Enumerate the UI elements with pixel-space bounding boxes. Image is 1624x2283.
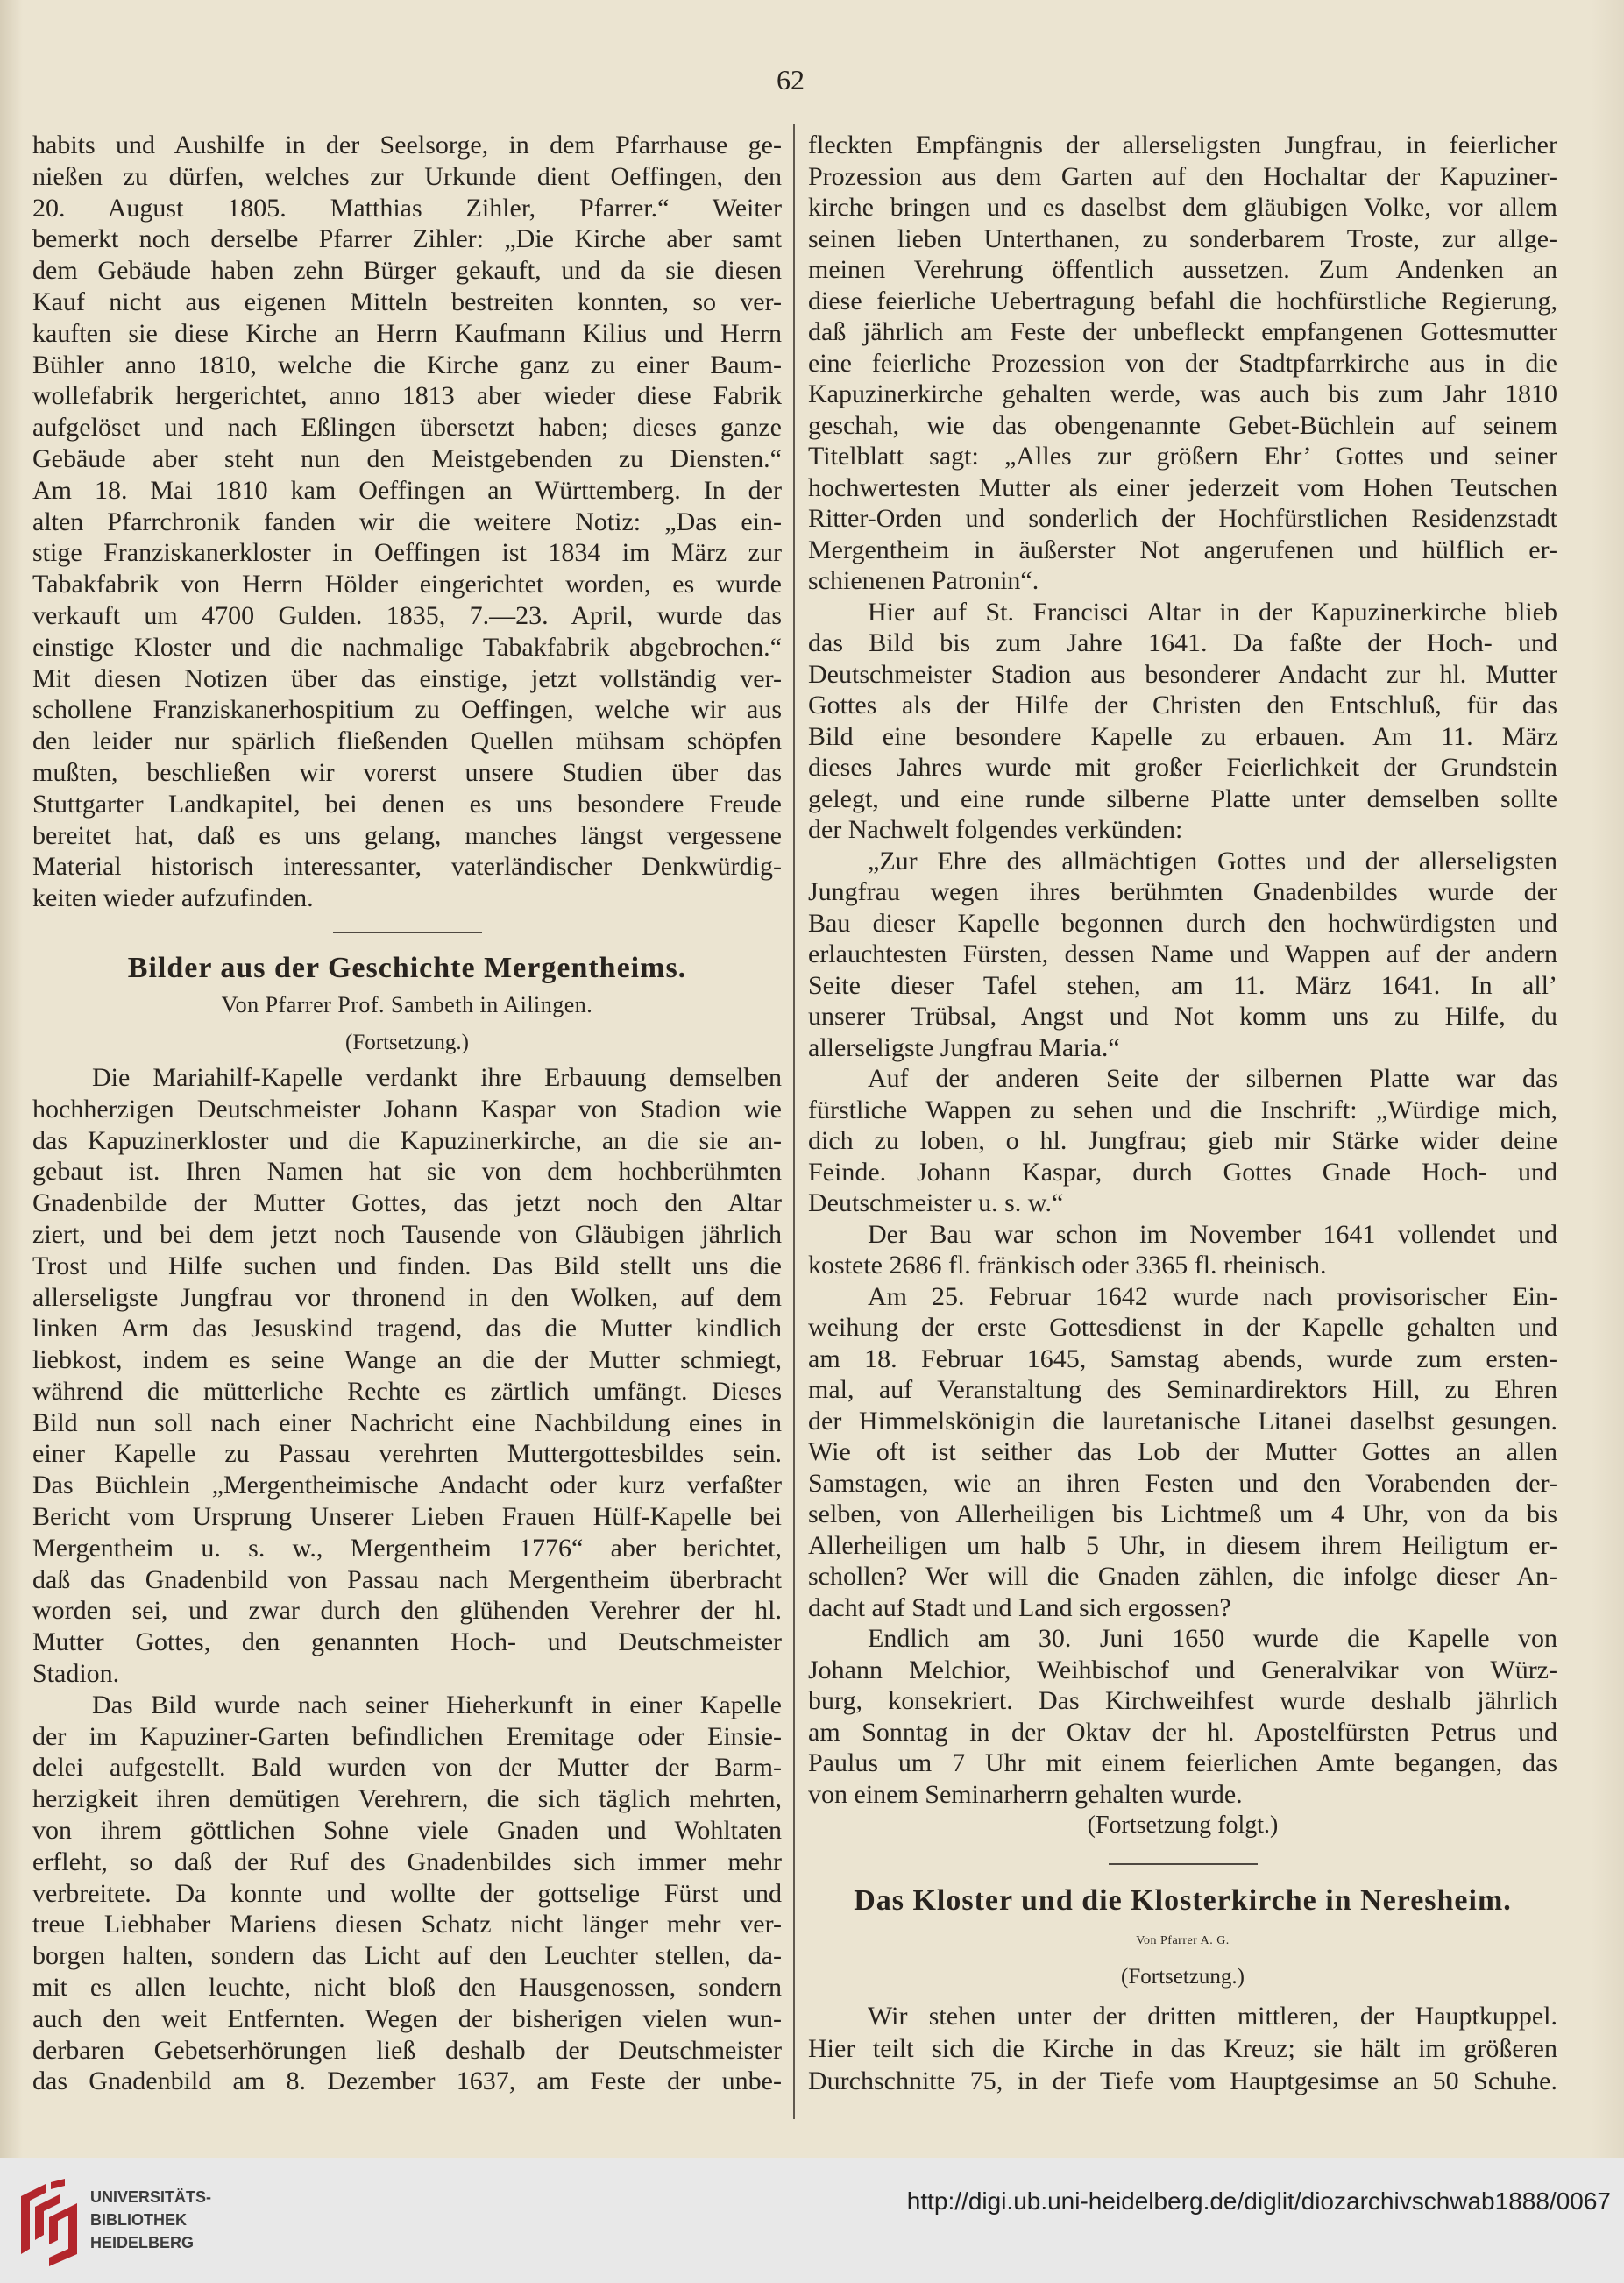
text-line: kirche bringen und es daselbst dem gläubigen Volke, vor allem — [808, 193, 1557, 222]
text-line: gebaut ist. Ihren Namen hat sie von dem hochberühmten — [32, 1157, 782, 1187]
library-name-line: HEIDELBERG — [90, 2234, 195, 2251]
text-line: Prozession aus dem Garten auf den Hochaltar der Kapuziner- — [808, 161, 1557, 191]
text-line: treue Liebhaber Mariens diesen Schatz nicht länger mehr ver- — [32, 1910, 782, 1939]
article-body — [808, 2000, 1557, 2097]
text-line: Mit diesen Notizen über das einstige, jetzt vollständig ver- — [32, 663, 782, 693]
text-line: Kapuzinerkirche gehalten werde, was auch bis zum Jahr 1810 — [808, 379, 1557, 408]
text-line: das Bild bis zum Jahre 1641. Da faßte der Hoch- und — [808, 628, 1557, 657]
text-line: worden sei, und zwar durch den glühenden Verehrer der hl. — [32, 1596, 782, 1626]
text-line: Durchschnitte 75, in der Tiefe vom Hauptgesimse an 50 Schuhe. — [808, 2066, 1557, 2095]
text-line: stige Franziskanerkloster in Oeffingen ist 1834 im März zur — [32, 538, 782, 568]
text-line: dacht auf Stadt und Land sich ergossen? — [808, 1592, 1231, 1622]
text-line: Paulus um 7 Uhr mit einem feierlichen Amte begangen, das — [808, 1748, 1557, 1777]
text-line: der Himmelskönigin die lauretanische Litanei daselbst gesungen. — [808, 1406, 1557, 1436]
text-line: Mergentheim in äußerster Not angerufenen und hülflich er- — [808, 535, 1557, 564]
text-line: der Nachwelt folgendes verkünden: — [808, 815, 1183, 844]
text-line: nießen zu dürfen, welches zur Urkunde dient Oeffingen, den — [32, 161, 782, 191]
paragraph — [32, 1690, 782, 2097]
column-divider — [793, 124, 795, 2119]
text-line: Am 25. Februar 1642 wurde nach provisorischer Ein- — [868, 1281, 1557, 1311]
library-name-line: BIBLIOTHEK — [90, 2211, 187, 2229]
continued-text — [32, 130, 782, 914]
text-line: am Sonntag in der Oktav der hl. Apostelfürsten Petrus und — [808, 1717, 1557, 1747]
text-line: Das Büchlein „Mergentheimische Andacht oder kurz verfaßter — [32, 1471, 782, 1500]
text-line: aufgelöset und nach Eßlingen übersetzt haben; dieses ganze — [32, 413, 782, 443]
permalink-url: http://digi.ub.uni-heidelberg.de/diglit/diozarchivschwab1888/0067 — [906, 2187, 1611, 2215]
article-body — [32, 1062, 782, 2097]
text-line: kauften sie diese Kirche an Herrn Kaufmann Kilius und Herrn — [32, 318, 782, 348]
text-line: schollen? Wer will die Gnaden zählen, die infolge dieser An- — [808, 1562, 1557, 1591]
paragraph — [808, 130, 1557, 597]
text-line: Bild eine besondere Kapelle zu erbauen. Am 11. März — [808, 721, 1557, 751]
text-line: das Kapuzinerkloster und die Kapuzinerkirche, an die sie an- — [32, 1125, 782, 1155]
text-line: mit es allen leuchte, nicht bloß den Hausgenossen, sondern — [32, 1973, 782, 2003]
text-line: Hier teilt sich die Kirche in das Kreuz; sie hält im größeren — [808, 2033, 1557, 2063]
text-line: von ihrem göttlichen Sohne viele Gnaden und Wohltaten — [32, 1816, 782, 1846]
text-line: schienenen Patronin“. — [808, 566, 1039, 595]
continuation-note: (Fortsetzung.) — [1121, 1964, 1245, 1989]
text-line: Mutter Gottes, den genannten Hoch- und Deutschmeister — [32, 1627, 782, 1657]
text-line: mal, auf Veranstaltung des Seminardirektors Hill, zu Ehren — [808, 1375, 1557, 1404]
text-line: Stadion. — [32, 1659, 120, 1689]
article-title: Bilder aus der Geschichte Mergentheims. — [127, 951, 687, 984]
text-line: das Gnadenbild am 8. Dezember 1637, am Feste der unbe- — [32, 2067, 782, 2096]
text-line: borgen halten, sondern das Licht auf den Leuchter stellen, da- — [32, 1941, 782, 1971]
text-line: 20. August 1805. Matthias Zihler, Pfarrer.“ Weiter — [32, 193, 782, 223]
text-line: keiten wieder aufzufinden. — [32, 883, 314, 913]
text-line: Jungfrau wegen ihres berühmten Gnadenbildes wurde der — [808, 877, 1557, 906]
text-line: Das Bild wurde nach seiner Hieherkunft in einer Kapelle — [92, 1690, 782, 1719]
page-number: 62 — [777, 64, 805, 96]
continuation-note: (Fortsetzung.) — [345, 1030, 469, 1054]
text-line: fleckten Empfängnis der allerseligsten Jungfrau, in feierlicher — [808, 131, 1557, 160]
paragraph — [808, 1281, 1557, 1624]
text-line: bemerkt noch derselbe Pfarrer Zihler: „Die Kirche aber samt — [32, 224, 782, 254]
paragraph — [808, 1219, 1557, 1281]
text-line: den leider nur spärlich fließenden Quellen mühsam schöpfen — [32, 727, 782, 756]
library-name-line: UNIVERSITÄTS- — [90, 2188, 212, 2206]
text-line: dich zu loben, o hl. Jungfrau; gieb mir Stärke wider deine — [808, 1126, 1557, 1155]
text-line: Titelblatt sagt: „Alles zur größern Ehr’ Gottes und seiner — [808, 442, 1557, 471]
library-name — [90, 2186, 211, 2254]
text-line: Bild nun soll nach einer Nachricht eine Nachbildung eines in — [32, 1407, 782, 1437]
text-line: Gnadenbilde der Mutter Gottes, das jetzt noch den Altar — [32, 1188, 782, 1218]
text-line: Wie oft ist seither das Lob der Mutter Gottes an allen — [808, 1437, 1557, 1466]
text-line: Seite dieser Tafel stehen, am 11. März 1641. In all’ — [808, 970, 1557, 1000]
text-line: daß das Gnadenbild von Passau nach Mergentheim überbracht — [32, 1564, 782, 1594]
paragraph — [808, 1063, 1557, 1219]
text-line: hochherzigen Deutschmeister Johann Kaspar von Stadion wie — [32, 1094, 782, 1124]
text-line: Bau dieser Kapelle begonnen durch den hochwürdigsten und — [808, 908, 1557, 938]
section-separator — [333, 932, 482, 933]
paragraph — [808, 597, 1557, 846]
text-line: alten Pfarrchronik fanden wir die weitere Notiz: „Das ein- — [32, 507, 782, 536]
text-line: Mergentheim u. s. w., Mergentheim 1776“ aber berichtet, — [32, 1533, 782, 1563]
article-mergentheim — [32, 949, 782, 2097]
right-column — [808, 130, 1557, 2097]
text-line: Bericht vom Ursprung Unserer Lieben Frauen Hülf-Kapelle bei — [32, 1502, 782, 1532]
text-line: erlauchtesten Fürsten, dessen Name und Wappen auf der andern — [808, 939, 1557, 968]
text-line: dieses Jahres wurde mit großer Feierlichkeit der Grundstein — [808, 753, 1557, 782]
text-line: habits und Aushilfe in der Seelsorge, in dem Pfarrhause ge- — [32, 131, 782, 160]
text-line: Kauf nicht aus eigenen Mitteln bestreiten konnten, so ver- — [32, 287, 782, 316]
text-line: allerseligste Jungfrau Maria.“ — [808, 1032, 1120, 1062]
text-line: meinen Verehrung öffentlich aussetzen. Zum Andenken an — [808, 255, 1557, 284]
text-line: einstige Kloster und die nachmalige Tabakfabrik abgebrochen.“ — [32, 632, 782, 662]
paragraph — [808, 2000, 1557, 2097]
paragraph — [32, 1062, 782, 1690]
text-line: Der Bau war schon im November 1641 vollendet und — [868, 1219, 1557, 1249]
text-line: gelegt, und eine runde silberne Platte unter demselben sollte — [808, 783, 1557, 813]
text-line: allerseligste Jungfrau vor thronend in den Wolken, auf dem — [32, 1282, 782, 1312]
article-byline: Von Pfarrer Prof. Sambeth in Ailingen. — [221, 991, 593, 1017]
text-line: „Zur Ehre des allmächtigen Gottes und der allerseligsten — [868, 846, 1557, 876]
text-line: Feinde. Johann Kaspar, durch Gottes Gnade Hoch- und — [808, 1157, 1557, 1187]
text-line: daß jährlich am Feste der unbefleckt empfangenen Gottesmutter — [808, 317, 1557, 346]
paragraph — [808, 1623, 1557, 1810]
text-line: delei aufgestellt. Bald wurden von der Mutter der Barm- — [32, 1753, 782, 1783]
to-be-continued-note: (Fortsetzung folgt.) — [1087, 1812, 1279, 1839]
text-line: derbaren Gebetserhörungen ließ deshalb der Deutschmeister — [32, 2035, 782, 2065]
library-logo-icon — [16, 2179, 82, 2270]
text-line: liebkost, indem es seine Wange an die der Mutter schmiegt, — [32, 1345, 782, 1375]
digitization-footer — [0, 2158, 1624, 2283]
text-line: der im Kapuziner-Garten befindlichen Eremitage oder Einsie- — [32, 1721, 782, 1751]
text-line: Gottes als der Hilfe der Christen den Entschluß, für das — [808, 691, 1557, 720]
text-line: Die Mariahilf-Kapelle verdankt ihre Erbauung demselben — [92, 1062, 782, 1092]
text-line: Hier auf St. Francisci Altar in der Kapuzinerkirche blieb — [868, 597, 1557, 627]
text-line: linken Arm das Jesuskind tragend, das die Mutter kindlich — [32, 1314, 782, 1344]
text-line: Deutschmeister u. s. w.“ — [808, 1188, 1064, 1217]
text-line: verbreitete. Da konnte und wollte der gottselige Fürst und — [32, 1878, 782, 1908]
paragraph — [32, 130, 782, 914]
text-line: Trost und Hilfe suchen und finden. Das Bild stellt uns die — [32, 1251, 782, 1280]
text-line: weihung der erste Gottesdienst in der Kapelle gehalten und — [808, 1313, 1557, 1342]
text-line: wollefabrik hergerichtet, anno 1813 aber wieder diese Fabrik — [32, 381, 782, 411]
article-neresheim — [808, 1882, 1557, 2097]
text-line: Wir stehen unter der dritten mittleren, der Hauptkuppel. — [868, 2001, 1557, 2031]
text-line: seinen lieben Unterthanen, zu sonderbarem Troste, zur allge- — [808, 223, 1557, 253]
text-line: burg, konsekriert. Das Kirchweihfest wurde deshalb jährlich — [808, 1686, 1557, 1715]
text-line: Johann Melchior, Weihbischof und Generalvikar von Würz- — [808, 1655, 1557, 1684]
text-line: mußten, beschließen wir vorerst unsere Studien über das — [32, 757, 782, 787]
article-byline: Von Pfarrer A. G. — [1136, 1933, 1230, 1947]
text-line: Bühler anno 1810, welche die Kirche ganz zu einer Baum- — [32, 350, 782, 379]
text-line: Allerheiligen um halb 5 Uhr, in diesem ihrem Heiligtum er- — [808, 1530, 1557, 1560]
text-line: unserer Trübsal, Angst und Not komm uns zu Hilfe, du — [808, 1002, 1557, 1031]
text-line: geschah, wie das obengenannte Gebet-Büchlein auf seinem — [808, 410, 1557, 440]
text-line: während die mütterliche Rechte es zärtlich umfängt. Dieses — [32, 1376, 782, 1406]
text-line: Deutschmeister Stadion aus besonderer Andacht zur hl. Mutter — [808, 659, 1557, 689]
article-title: Das Kloster und die Klosterkirche in Neresheim. — [854, 1883, 1512, 1917]
text-line: kostete 2686 fl. fränkisch oder 3365 fl. rheinisch. — [808, 1251, 1327, 1280]
text-line: selben, von Allerheiligen bis Lichtmeß um 4 Uhr, von da bis — [808, 1500, 1557, 1528]
text-line: schollene Franziskanerhospitium zu Oeffingen, welche wir aus — [32, 695, 782, 725]
text-line: eine feierliche Prozession von der Stadtpfarrkirche aus in die — [808, 348, 1557, 378]
text-line: Auf der anderen Seite der silbernen Platte war das — [868, 1064, 1557, 1093]
text-line: diese feierliche Uebertragung befahl die hochfürstliche Regierung, — [808, 286, 1557, 316]
text-line: herzigkeit ihren demütigen Verehrern, die sich täglich mehrten, — [32, 1784, 782, 1814]
text-line: auch den weit Entfernten. Wegen der bisherigen vielen wun- — [32, 2003, 782, 2033]
left-column — [32, 130, 782, 2097]
text-line: verkauft um 4700 Gulden. 1835, 7.—23. April, wurde das — [32, 600, 782, 630]
continued-text — [808, 130, 1557, 1810]
text-line: Ritter-Orden und sonderlich der Hochfürstlichen Residenzstadt — [808, 504, 1557, 533]
text-line: dem Gebäude haben zehn Bürger gekauft, und da sie diesen — [32, 256, 782, 286]
text-line: erfleht, so daß der Ruf des Gnadenbildes sich immer mehr — [32, 1847, 782, 1876]
text-line: einer Kapelle zu Passau verehrten Muttergottesbildes sein. — [32, 1439, 782, 1469]
text-line: ziert, und bei dem jetzt noch Tausende von Gläubigen jährlich — [32, 1219, 782, 1249]
text-line: von einem Seminarherrn gehalten wurde. — [808, 1779, 1243, 1809]
section-separator — [1109, 1863, 1258, 1865]
text-line: bereitet hat, daß es uns gelang, manches längst vergessene — [32, 820, 782, 850]
text-line: Stuttgarter Landkapitel, bei denen es uns besondere Freude — [32, 789, 782, 819]
text-line: hochwertesten Mutter als einer jederzeit vom Hohen Teutschen — [808, 472, 1557, 502]
text-line: Am 18. Mai 1810 kam Oeffingen an Württemberg. In der — [32, 475, 782, 505]
text-line: am 18. Februar 1645, Samstag abends, wurde zum ersten- — [808, 1344, 1557, 1373]
text-line: Tabakfabrik von Herrn Hölder eingerichtet worden, es wurde — [32, 570, 782, 599]
paragraph — [808, 846, 1557, 1064]
text-line: fürstliche Wappen zu sehen und die Inschrift: „Würdige mich, — [808, 1095, 1557, 1124]
text-line: Material historisch interessanter, vaterländischer Denkwürdig- — [32, 852, 782, 882]
text-line: Samstagen, wie an ihren Festen und den Vorabenden der- — [808, 1468, 1557, 1498]
text-line: Endlich am 30. Juni 1650 wurde die Kapelle von — [868, 1624, 1557, 1653]
text-line: Gebäude aber steht nun den Meistgebenden zu Diensten.“ — [32, 443, 782, 473]
